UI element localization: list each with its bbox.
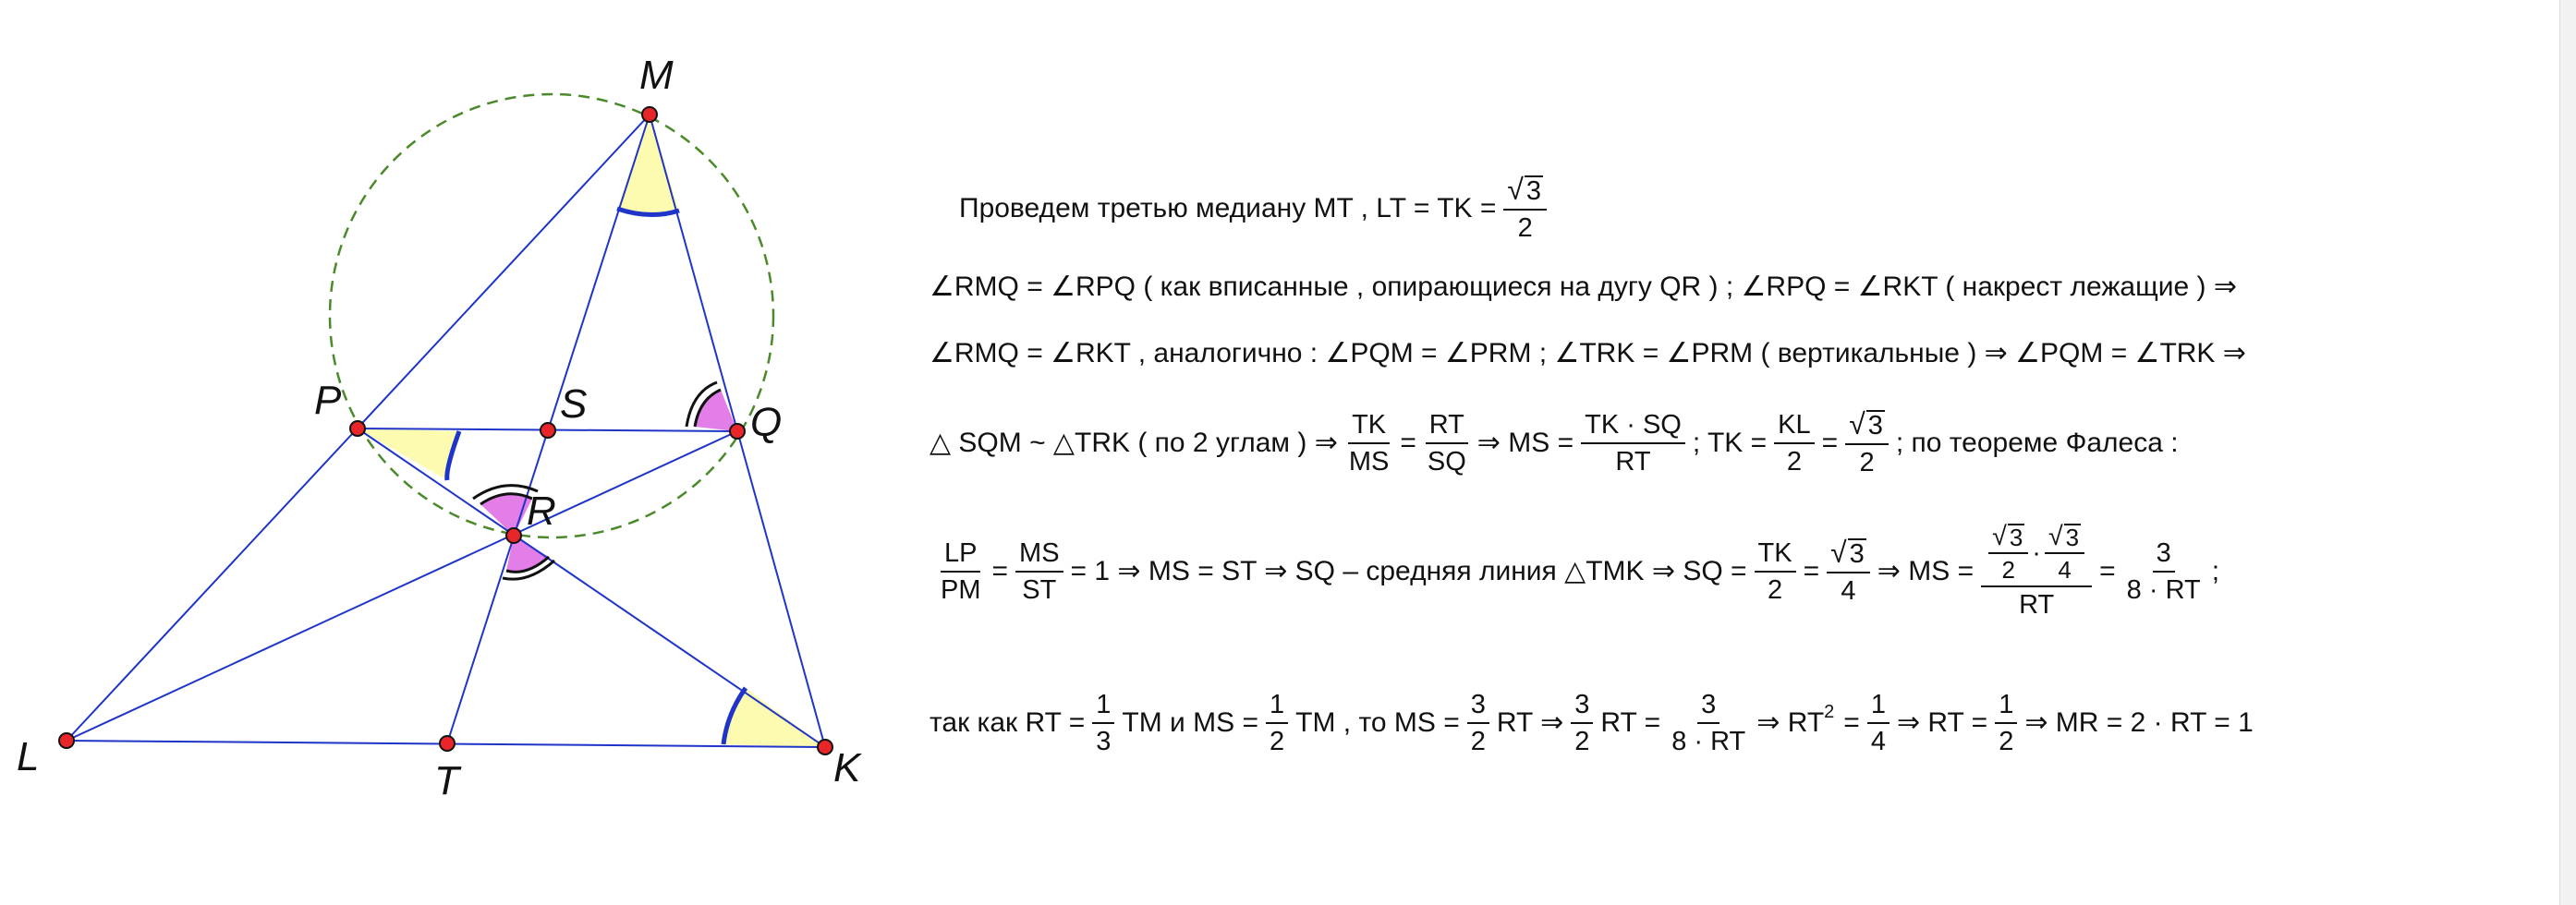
line5-text-a: = 1 ⇒ MS = ST ⇒ SQ – средняя линия △TMK ⇒ SQ =: [1070, 556, 1747, 586]
fraction-3-8rt-b: [1668, 689, 1749, 757]
label-p: P: [314, 378, 342, 423]
dashed-circle: [330, 94, 773, 537]
denominator: 2: [2001, 556, 2015, 584]
line6-text-f: ⇒ RT: [1756, 707, 1825, 738]
denominator: ST: [1022, 575, 1057, 605]
denominator: RT: [2019, 590, 2055, 620]
fraction-tk-2: [1755, 537, 1796, 606]
label-l: L: [17, 734, 40, 779]
window-edge: [2559, 0, 2576, 905]
superscript-2: 2: [1824, 702, 1835, 722]
line4-text-a: △ SQM ~ △TRK ( по 2 углам ) ⇒: [930, 428, 1338, 458]
numerator: 1: [1995, 689, 2017, 724]
fraction-lp-pm: [937, 537, 985, 606]
fraction-3-2-b: [1571, 689, 1593, 757]
radicand: 3: [1525, 175, 1542, 206]
numerator: 1: [1092, 689, 1114, 724]
denominator: 2: [1999, 727, 2014, 756]
fraction-3-8rt: [2123, 537, 2205, 606]
denominator: 2: [1768, 575, 1783, 605]
line6-text-i: ⇒ MR = 2 · RT = 1: [2024, 707, 2254, 738]
fraction-kl-2: [1774, 409, 1814, 477]
fraction-1-4: [1867, 689, 1889, 757]
numerator: KL: [1774, 409, 1814, 444]
numerator: 3: [1697, 689, 1719, 724]
line6-text-e: RT =: [1600, 707, 1661, 738]
numerator: 1: [1867, 689, 1889, 724]
vertex-q: [730, 424, 745, 439]
fraction-tk-ms: [1345, 409, 1393, 477]
angle-arcs: [447, 209, 746, 744]
numerator: MS: [1015, 537, 1063, 573]
fraction-ms-st: [1015, 537, 1063, 606]
geometry-figure: [0, 0, 924, 831]
fraction-1-2-b: [1995, 689, 2017, 757]
label-t: T: [434, 758, 459, 803]
denominator: 3: [1096, 727, 1112, 756]
numerator: TK: [1348, 409, 1390, 444]
denominator: 2: [1574, 727, 1590, 756]
label-k: K: [833, 745, 861, 790]
label-q: Q: [750, 400, 783, 445]
solution-text: [930, 0, 2556, 905]
text-line-3: [930, 338, 2246, 369]
fraction-sqrt3-2: √ 3 2: [1845, 408, 1889, 478]
line1-text: Проведем третью медиану MT , LT = TK =: [959, 193, 1497, 223]
vertex-p: [350, 421, 365, 436]
radicand: 3: [2065, 523, 2080, 551]
text-line-6: [930, 689, 2254, 757]
equals-sign: =: [1803, 556, 1820, 586]
text-line-1: [959, 174, 1554, 244]
line6-text-b: TM и MS =: [1122, 707, 1258, 738]
equals-sign: =: [1400, 428, 1416, 458]
denominator: 2: [1859, 448, 1875, 477]
denominator: PM: [941, 575, 981, 605]
equals-sign: =: [2099, 556, 2116, 586]
label-s: S: [560, 381, 588, 427]
vertex-r: [506, 528, 521, 543]
vertex-t: [440, 736, 455, 751]
vertex-l: [59, 733, 74, 748]
fraction-rt-sq: [1424, 409, 1470, 477]
line6-text-d: RT ⇒: [1496, 707, 1564, 738]
multiply-dot: ·: [2032, 538, 2041, 568]
numerator: 3: [2153, 537, 2175, 573]
denominator: 2: [1786, 447, 1802, 477]
numerator: 3: [1467, 689, 1489, 724]
triangle-lines: [67, 115, 825, 747]
text-line-4: [930, 408, 2179, 478]
line4-text-e: ; по теореме Фалеса :: [1895, 428, 2179, 458]
label-r: R: [527, 489, 556, 534]
line2-text: ∠RMQ = ∠RPQ ( как вписанные , опирающиеся на дугу QR ) ; ∠RPQ = ∠RKT ( накрест лежащие ) ⇒: [930, 272, 2237, 302]
radicand: 3: [1849, 538, 1865, 569]
numerator: TK: [1755, 537, 1796, 573]
text-line-2: [930, 272, 2237, 303]
line6-text-c: TM , то MS =: [1295, 707, 1460, 738]
fraction-tksq-rt: [1581, 409, 1685, 477]
denominator: SQ: [1427, 447, 1466, 477]
denominator: RT: [1615, 447, 1651, 477]
line3-text: ∠RMQ = ∠RKT , аналогично : ∠PQM = ∠PRM ; ∠TRK = ∠PRM ( вертикальные ) ⇒ ∠PQM = ∠TRK ⇒: [930, 338, 2246, 368]
fraction-1-3: [1092, 689, 1114, 757]
radicand: 3: [2009, 523, 2023, 551]
denominator: MS: [1348, 447, 1390, 477]
numerator: RT: [1426, 409, 1468, 444]
line4-text-b: ⇒ MS =: [1476, 428, 1574, 458]
inner-fraction-2: √ 3 4: [2045, 523, 2084, 584]
equals-sign: =: [991, 556, 1009, 586]
numerator: LP: [941, 537, 980, 573]
denominator: 4: [1841, 576, 1856, 606]
denominator: 8 · RT: [2126, 575, 2201, 605]
numerator: 1: [1266, 689, 1288, 724]
line5-text-b: ⇒ MS =: [1877, 556, 1975, 586]
fraction-sqrt3-over-2: √ 3 2: [1503, 174, 1547, 244]
denominator: 4: [1870, 727, 1886, 756]
denominator: 2: [1517, 213, 1533, 243]
fraction-compound: [1981, 523, 2092, 621]
angle-sector-p: [358, 428, 459, 480]
inner-fraction-1: √ 3 2: [1988, 523, 2028, 584]
denominator: 4: [2058, 556, 2072, 584]
denominator: 8 · RT: [1671, 727, 1746, 756]
denominator: 2: [1270, 727, 1285, 756]
text-line-5: [930, 523, 2219, 621]
equals-sign: =: [1821, 428, 1839, 458]
segment-lq: [67, 431, 737, 741]
segment-pk: [358, 428, 825, 747]
line6-text-a: так как RT =: [930, 707, 1086, 738]
fraction-1-2: [1266, 689, 1288, 757]
fraction-3-2: [1467, 689, 1489, 757]
line6-text-h: ⇒ RT =: [1896, 707, 1988, 738]
denominator: 2: [1470, 727, 1486, 756]
numerator: 3: [1571, 689, 1593, 724]
fraction-sqrt3-4: √ 3 4: [1827, 537, 1870, 607]
numerator: TK · SQ: [1581, 409, 1685, 444]
label-m: M: [639, 53, 674, 98]
equals-sign: =: [1843, 707, 1860, 738]
vertex-k: [818, 740, 832, 754]
semicolon: ;: [2211, 556, 2220, 586]
line4-text-c: ; TK =: [1692, 428, 1768, 458]
vertex-s: [541, 423, 555, 438]
vertex-m: [642, 107, 657, 122]
radicand: 3: [1867, 410, 1883, 440]
